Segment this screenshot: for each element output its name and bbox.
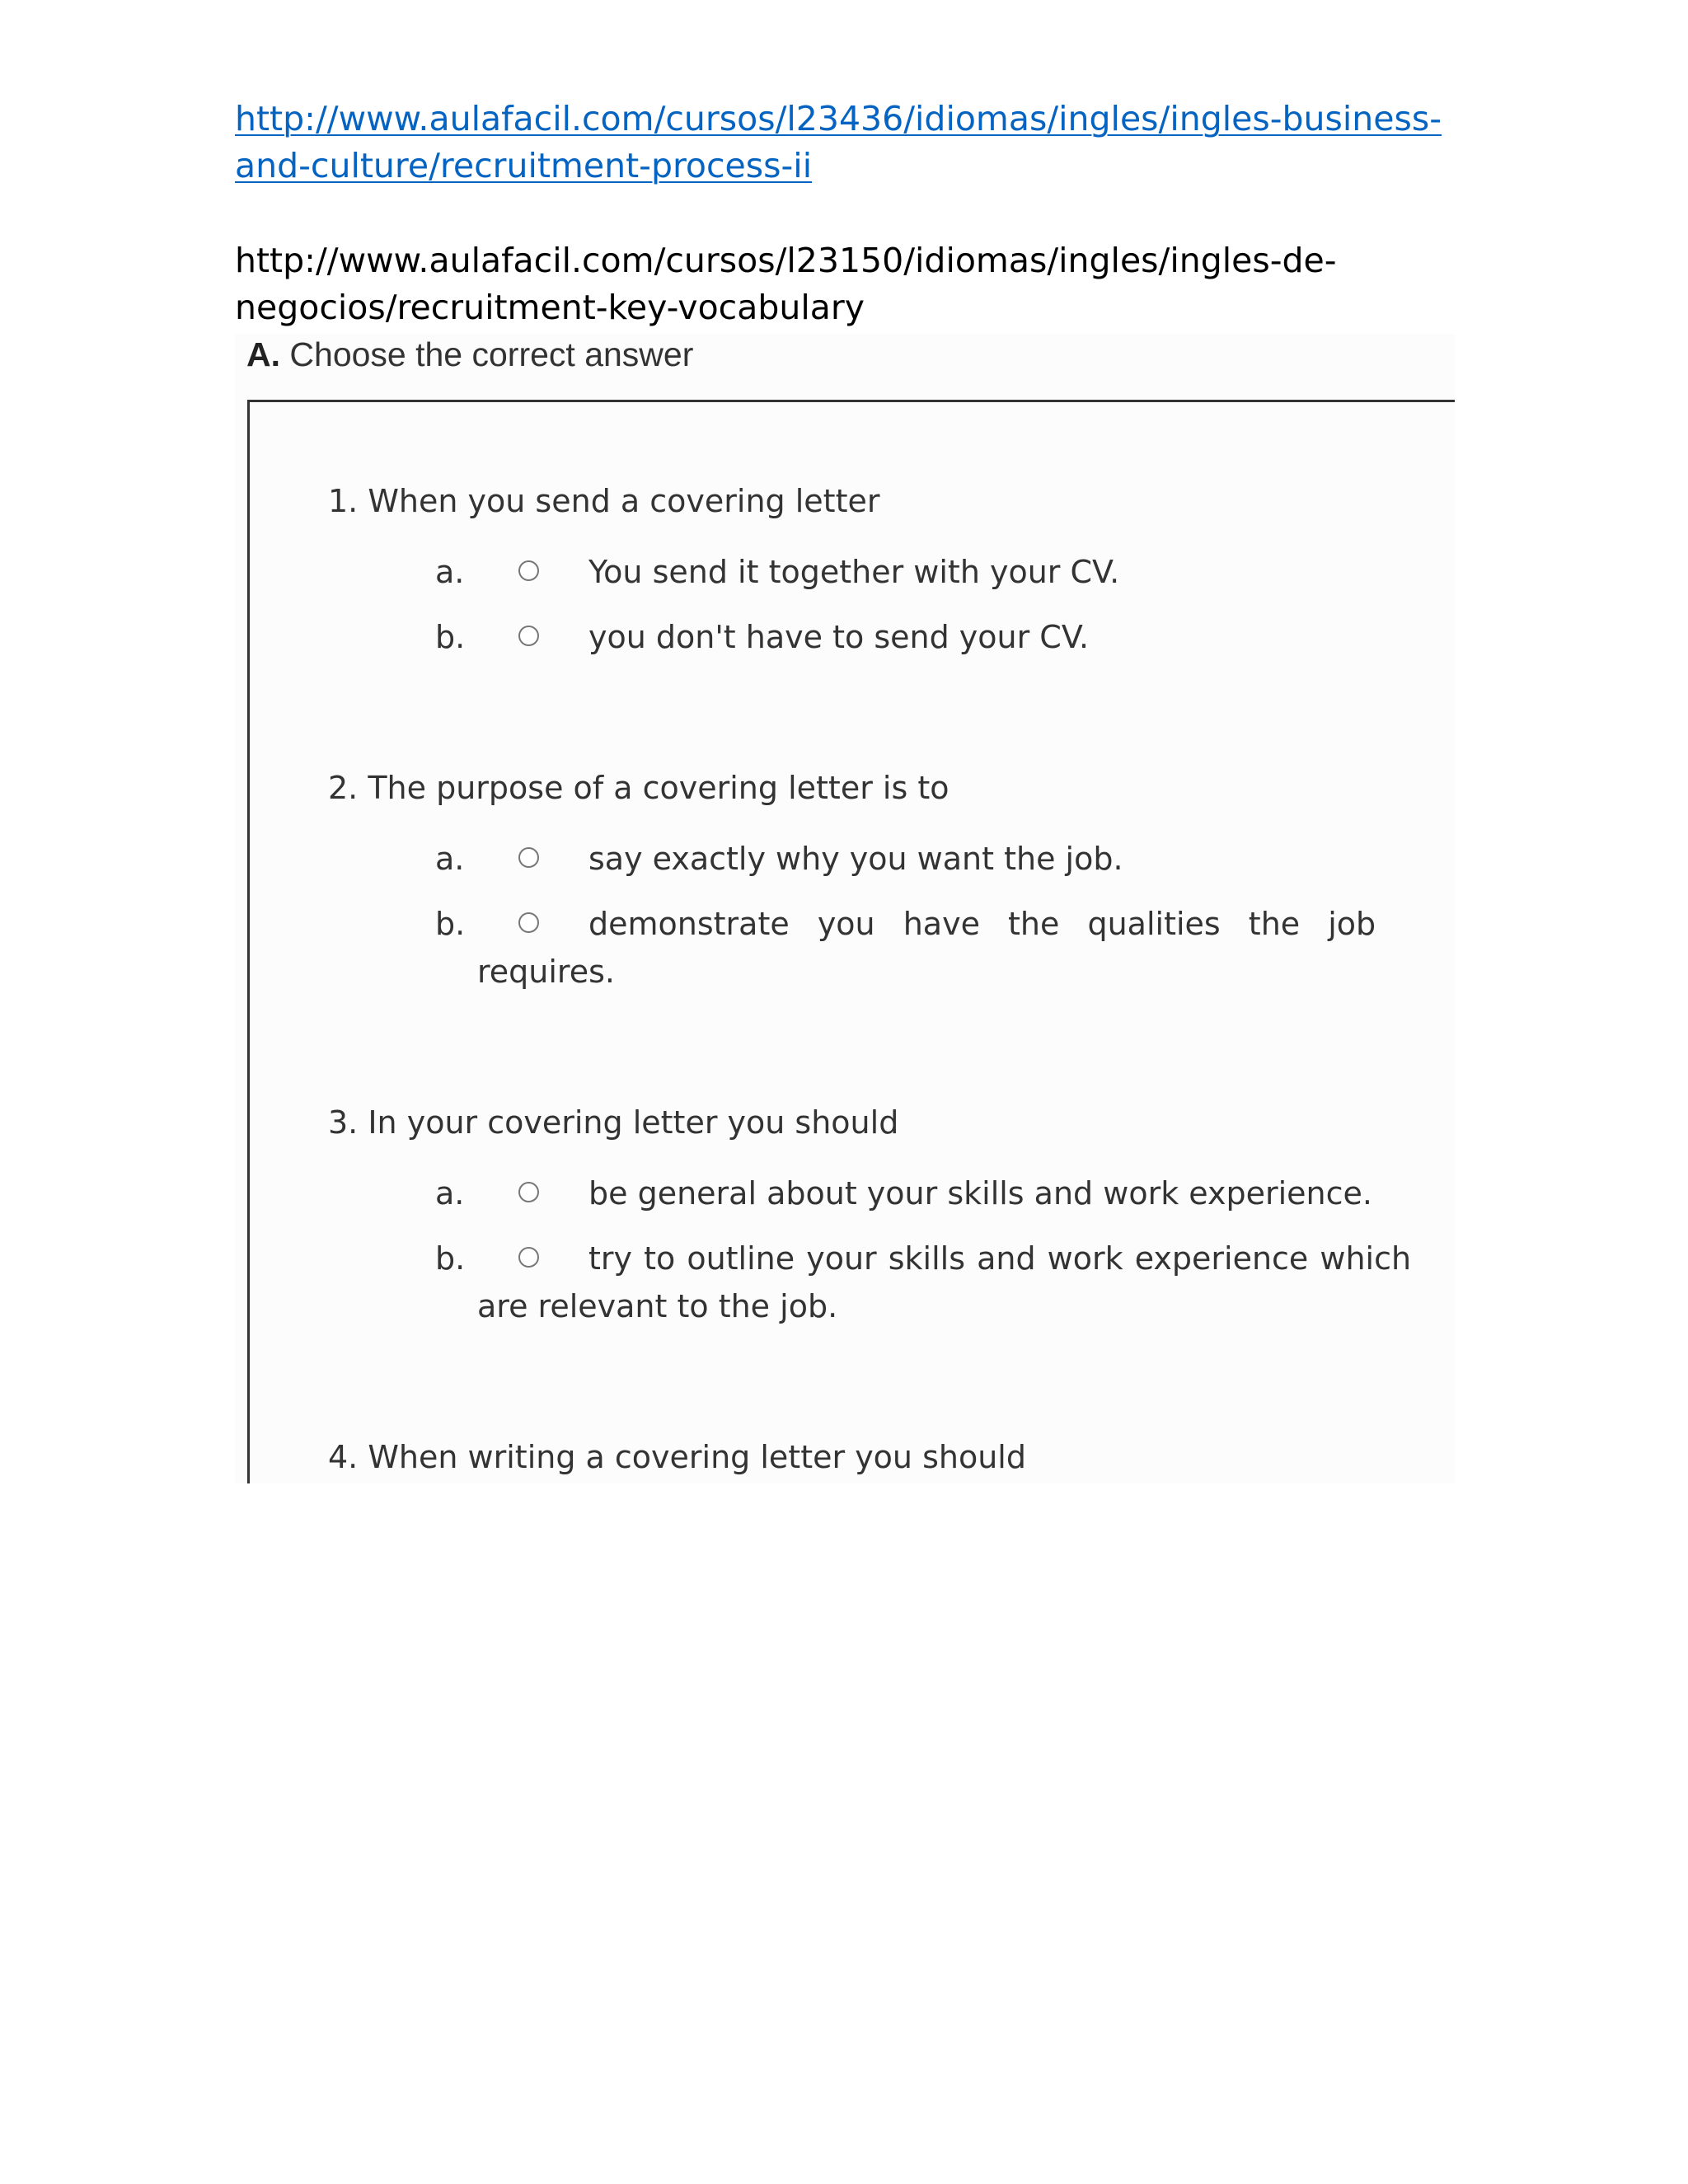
option-text: You send it together with your CV. [588,554,1120,590]
quiz-box [247,400,1455,1483]
option-text-continued: requires. [477,954,615,990]
option-letter: b. [435,906,466,942]
option-text-justified [588,900,1391,948]
option-text-continued: are relevant to the job. [477,1288,838,1324]
option-text: try to outline your skills and work experience which [588,1240,1412,1277]
url-link-1-line-2[interactable] [235,143,1471,190]
option-letter: b. [435,1240,466,1277]
url-link-1-text-cont[interactable]: and-culture/recruitment-process-ii [235,146,813,185]
option-letter: a. [435,841,465,877]
quiz-screenshot [235,334,1455,1483]
url-link-1-line-1[interactable] [235,96,1471,143]
option-text: be general about your skills and work experience. [588,1175,1372,1212]
option-letter: a. [435,554,465,590]
option-text: you don't have to send your CV. [588,619,1090,655]
url-text-2: http://www.aulafacil.com/cursos/l23150/idiomas/ingles/ingles-de- [235,241,1337,280]
option-letter: a. [435,1175,465,1212]
question-2-prompt: 2. The purpose of a covering letter is to [328,770,950,806]
option-text: demonstrate you have the qualities the job [588,906,1376,942]
section-instruction: Choose the correct answer [289,335,694,373]
option-letter: b. [435,619,466,655]
radio-button[interactable] [518,912,539,933]
url-text-2-line-2 [235,284,1471,331]
question-3-prompt: 3. In your covering letter you should [328,1104,899,1141]
url-text-2-cont: negocios/recruitment-key-vocabulary [235,288,865,327]
question-4-prompt: 4. When writing a covering letter you should [328,1439,1026,1475]
option-text: say exactly why you want the job. [588,841,1123,877]
url-link-1-text[interactable]: http://www.aulafacil.com/cursos/l23436/idiomas/ingles/ingles-business- [235,99,1442,138]
section-heading [246,334,693,375]
url-text-2-line-1 [235,237,1471,284]
question-1-prompt: 1. When you send a covering letter [328,483,880,519]
section-letter: A. [246,335,280,373]
radio-button[interactable] [518,1247,539,1268]
